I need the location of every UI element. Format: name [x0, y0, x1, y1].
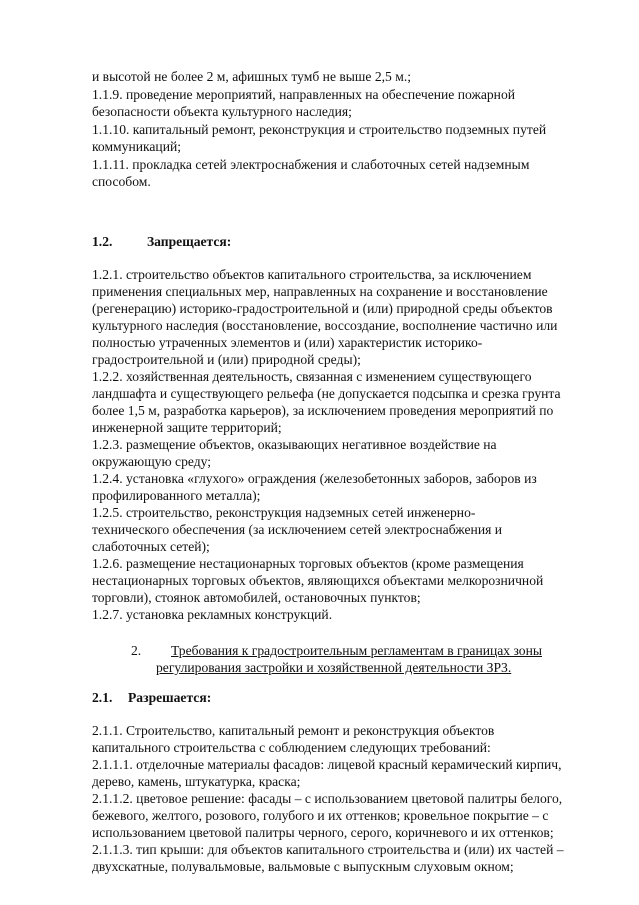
text-line: 1.2.6. размещение нестационарных торговых объектов (кроме размещения	[92, 556, 524, 571]
text-line: более 1,5 м, разработка карьеров), за исключением проведения мероприятий по	[92, 403, 554, 418]
text-line: торговли), стоянок автомобилей, остановочных пунктов;	[92, 590, 421, 605]
section-number: 2.	[131, 643, 142, 658]
text-line: 2.1.1.1. отделочные материалы фасадов: лицевой красный керамический кирпич,	[92, 757, 562, 772]
text-line: полностью утраченных элементов и (или) характеристик историко-	[92, 335, 483, 350]
text-line: 1.1.9. проведение мероприятий, направленных на обеспечение пожарной	[92, 87, 516, 102]
text-line: инженерной защите территорий;	[92, 420, 282, 435]
text-line: культурного наследия (восстановление, воссоздание, восполнение частично или	[92, 318, 558, 333]
text-line: 1.2.4. установка «глухого» ограждения (железобетонных заборов, заборов из	[92, 471, 537, 486]
section-heading: Запрещается:	[147, 234, 232, 249]
text-line: и высотой не более 2 м, афишных тумб не выше 2,5 м.;	[92, 69, 412, 84]
text-line: коммуникаций;	[92, 139, 182, 154]
text-line: 2.1.1.3. тип крыши: для объектов капитального строительства и (или) их частей –	[92, 842, 564, 857]
section-number: 1.2.	[92, 234, 113, 249]
section-heading: Разрешается:	[128, 690, 212, 705]
text-line: дерево, камень, штукатурка, краска;	[92, 774, 301, 789]
text-line: ландшафта и существующего рельефа (не допускается подсыпка и срезка грунта	[92, 386, 561, 401]
text-line: капитального строительства с соблюдением следующих требований:	[92, 740, 491, 755]
text-line: 1.2.2. хозяйственная деятельность, связанная с изменением существующего	[92, 369, 532, 384]
text-line: использованием цветовой палитры черного, серого, коричневого и их оттенков;	[92, 825, 554, 840]
text-line: 1.2.1. строительство объектов капитального строительства, за исключением	[92, 267, 532, 282]
text-line: профилированного металла);	[92, 488, 261, 503]
text-line: 1.1.11. прокладка сетей электроснабжения и слаботочных сетей надземным	[92, 157, 530, 172]
text-line: 1.1.10. капитальный ремонт, реконструкция и строительство подземных путей	[92, 122, 547, 137]
text-line: 2.1.1.2. цветовое решение: фасады – с использованием цветовой палитры белого,	[92, 791, 563, 806]
text-line: бежевого, желтого, розового, голубого и их оттенков; кровельное покрытие – с	[92, 808, 549, 823]
section-title: регулирования застройки и хозяйственной деятельности ЗР3.	[156, 660, 512, 675]
text-line: нестационарных торговых объектов, являющихся объектами мелкорозничной	[92, 573, 544, 588]
text-line: 1.2.3. размещение объектов, оказывающих негативное воздействие на	[92, 437, 497, 452]
text-line: технического обеспечения (за исключением сетей электроснабжения и	[92, 522, 503, 537]
text-line: двухскатные, полувальмовые, вальмовые с выпускным слуховым окном;	[92, 859, 514, 874]
text-line: 2.1.1. Строительство, капитальный ремонт и реконструкция объектов	[92, 723, 495, 738]
text-line: 1.2.5. строительство, реконструкция надземных сетей инженерно-	[92, 505, 476, 520]
section-title: Требования к градостроительным регламентам в границах зоны	[171, 643, 542, 658]
text-line: 1.2.7. установка рекламных конструкций.	[92, 607, 333, 622]
text-line: градостроительной и (или) природной среды);	[92, 352, 361, 367]
section-number: 2.1.	[92, 690, 113, 705]
text-line: окружающую среду;	[92, 454, 212, 469]
text-line: безопасности объекта культурного наследия;	[92, 104, 352, 119]
text-line: (регенерацию) историко-градостроительной и (или) природной среды объектов	[92, 301, 553, 316]
text-line: слаботочных сетей);	[92, 539, 210, 554]
text-line: применения специальных мер, направленных на сохранение и восстановление	[92, 284, 548, 299]
text-line: способом.	[92, 174, 151, 189]
